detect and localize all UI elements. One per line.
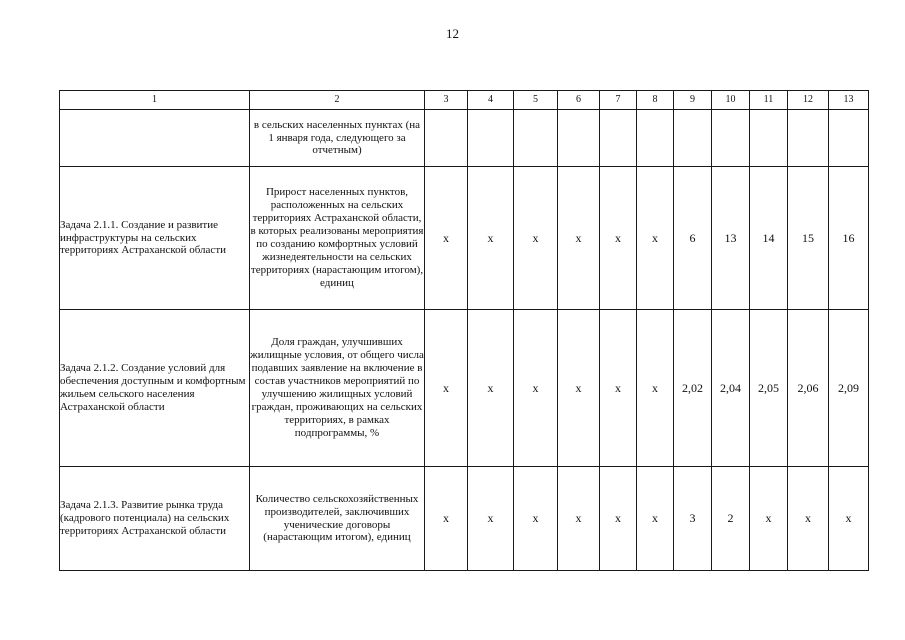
value-cell: х xyxy=(514,167,558,310)
task-cell: Задача 2.1.2. Создание условий для обеспечения доступным и комфортным жильем сельского населения Астраханской области xyxy=(60,310,250,467)
table-row xyxy=(60,167,869,310)
task-cell xyxy=(60,110,250,167)
value-cell: 16 xyxy=(829,167,869,310)
value-cell xyxy=(468,110,514,167)
indicator-cell: Прирост населенных пунктов, расположенных на сельских территориях Астраханской области, в которых реализованы мероприятия по созданию комфортных условий жизнедеятельности на сельских территориях (нарастающим итогом), единиц xyxy=(250,167,425,310)
value-cell: х xyxy=(514,310,558,467)
column-header: 5 xyxy=(514,91,558,110)
value-cell xyxy=(425,110,468,167)
value-cell: х xyxy=(468,310,514,467)
indicator-cell: Количество сельскохозяйственных производителей, заключивших ученические договоры (нарастающим итогом), единиц xyxy=(250,467,425,571)
column-header: 3 xyxy=(425,91,468,110)
task-cell: Задача 2.1.1. Создание и развитие инфраструктуры на сельских территориях Астраханской области xyxy=(60,167,250,310)
table-row xyxy=(60,310,869,467)
value-cell xyxy=(788,110,829,167)
value-cell: 3 xyxy=(674,467,712,571)
value-cell: 2 xyxy=(712,467,750,571)
indicator-cell: в сельских населенных пунктах (на 1 января года, следующего за отчетным) xyxy=(250,110,425,167)
value-cell: х xyxy=(468,167,514,310)
value-cell: х xyxy=(425,467,468,571)
value-cell: х xyxy=(600,310,637,467)
value-cell xyxy=(637,110,674,167)
column-header: 7 xyxy=(600,91,637,110)
value-cell: х xyxy=(558,310,600,467)
value-cell: х xyxy=(425,167,468,310)
table-row xyxy=(60,110,869,167)
column-header: 2 xyxy=(250,91,425,110)
value-cell xyxy=(750,110,788,167)
value-cell: 15 xyxy=(788,167,829,310)
value-cell xyxy=(829,110,869,167)
indicators-table xyxy=(59,90,869,571)
value-cell: х xyxy=(750,467,788,571)
value-cell: 2,02 xyxy=(674,310,712,467)
column-header: 10 xyxy=(712,91,750,110)
header-row xyxy=(60,91,869,110)
column-header: 9 xyxy=(674,91,712,110)
value-cell: 2,09 xyxy=(829,310,869,467)
value-cell: 13 xyxy=(712,167,750,310)
task-cell: Задача 2.1.3. Развитие рынка труда (кадрового потенциала) на сельских территориях Астраханской области xyxy=(60,467,250,571)
column-header: 11 xyxy=(750,91,788,110)
value-cell: х xyxy=(637,467,674,571)
column-header: 6 xyxy=(558,91,600,110)
value-cell: х xyxy=(558,167,600,310)
indicator-cell: Доля граждан, улучшивших жилищные условия, от общего числа подавших заявление на включение в состав участников мероприятий по улучшению жилищных условий граждан, проживающих на сельских территориях, в рамках подпрограммы, % xyxy=(250,310,425,467)
value-cell: х xyxy=(829,467,869,571)
column-header: 8 xyxy=(637,91,674,110)
value-cell: 2,04 xyxy=(712,310,750,467)
value-cell: х xyxy=(558,467,600,571)
value-cell xyxy=(514,110,558,167)
table-row xyxy=(60,467,869,571)
value-cell: 2,05 xyxy=(750,310,788,467)
value-cell: 2,06 xyxy=(788,310,829,467)
column-header: 12 xyxy=(788,91,829,110)
value-cell xyxy=(712,110,750,167)
value-cell xyxy=(674,110,712,167)
column-header: 13 xyxy=(829,91,869,110)
value-cell: х xyxy=(600,467,637,571)
value-cell xyxy=(600,110,637,167)
value-cell xyxy=(558,110,600,167)
value-cell: х xyxy=(788,467,829,571)
value-cell: 6 xyxy=(674,167,712,310)
column-header: 4 xyxy=(468,91,514,110)
page-number: 12 xyxy=(446,26,459,41)
value-cell: 14 xyxy=(750,167,788,310)
column-header: 1 xyxy=(60,91,250,110)
value-cell: х xyxy=(637,310,674,467)
value-cell: х xyxy=(514,467,558,571)
value-cell: х xyxy=(600,167,637,310)
value-cell: х xyxy=(468,467,514,571)
value-cell: х xyxy=(425,310,468,467)
value-cell: х xyxy=(637,167,674,310)
